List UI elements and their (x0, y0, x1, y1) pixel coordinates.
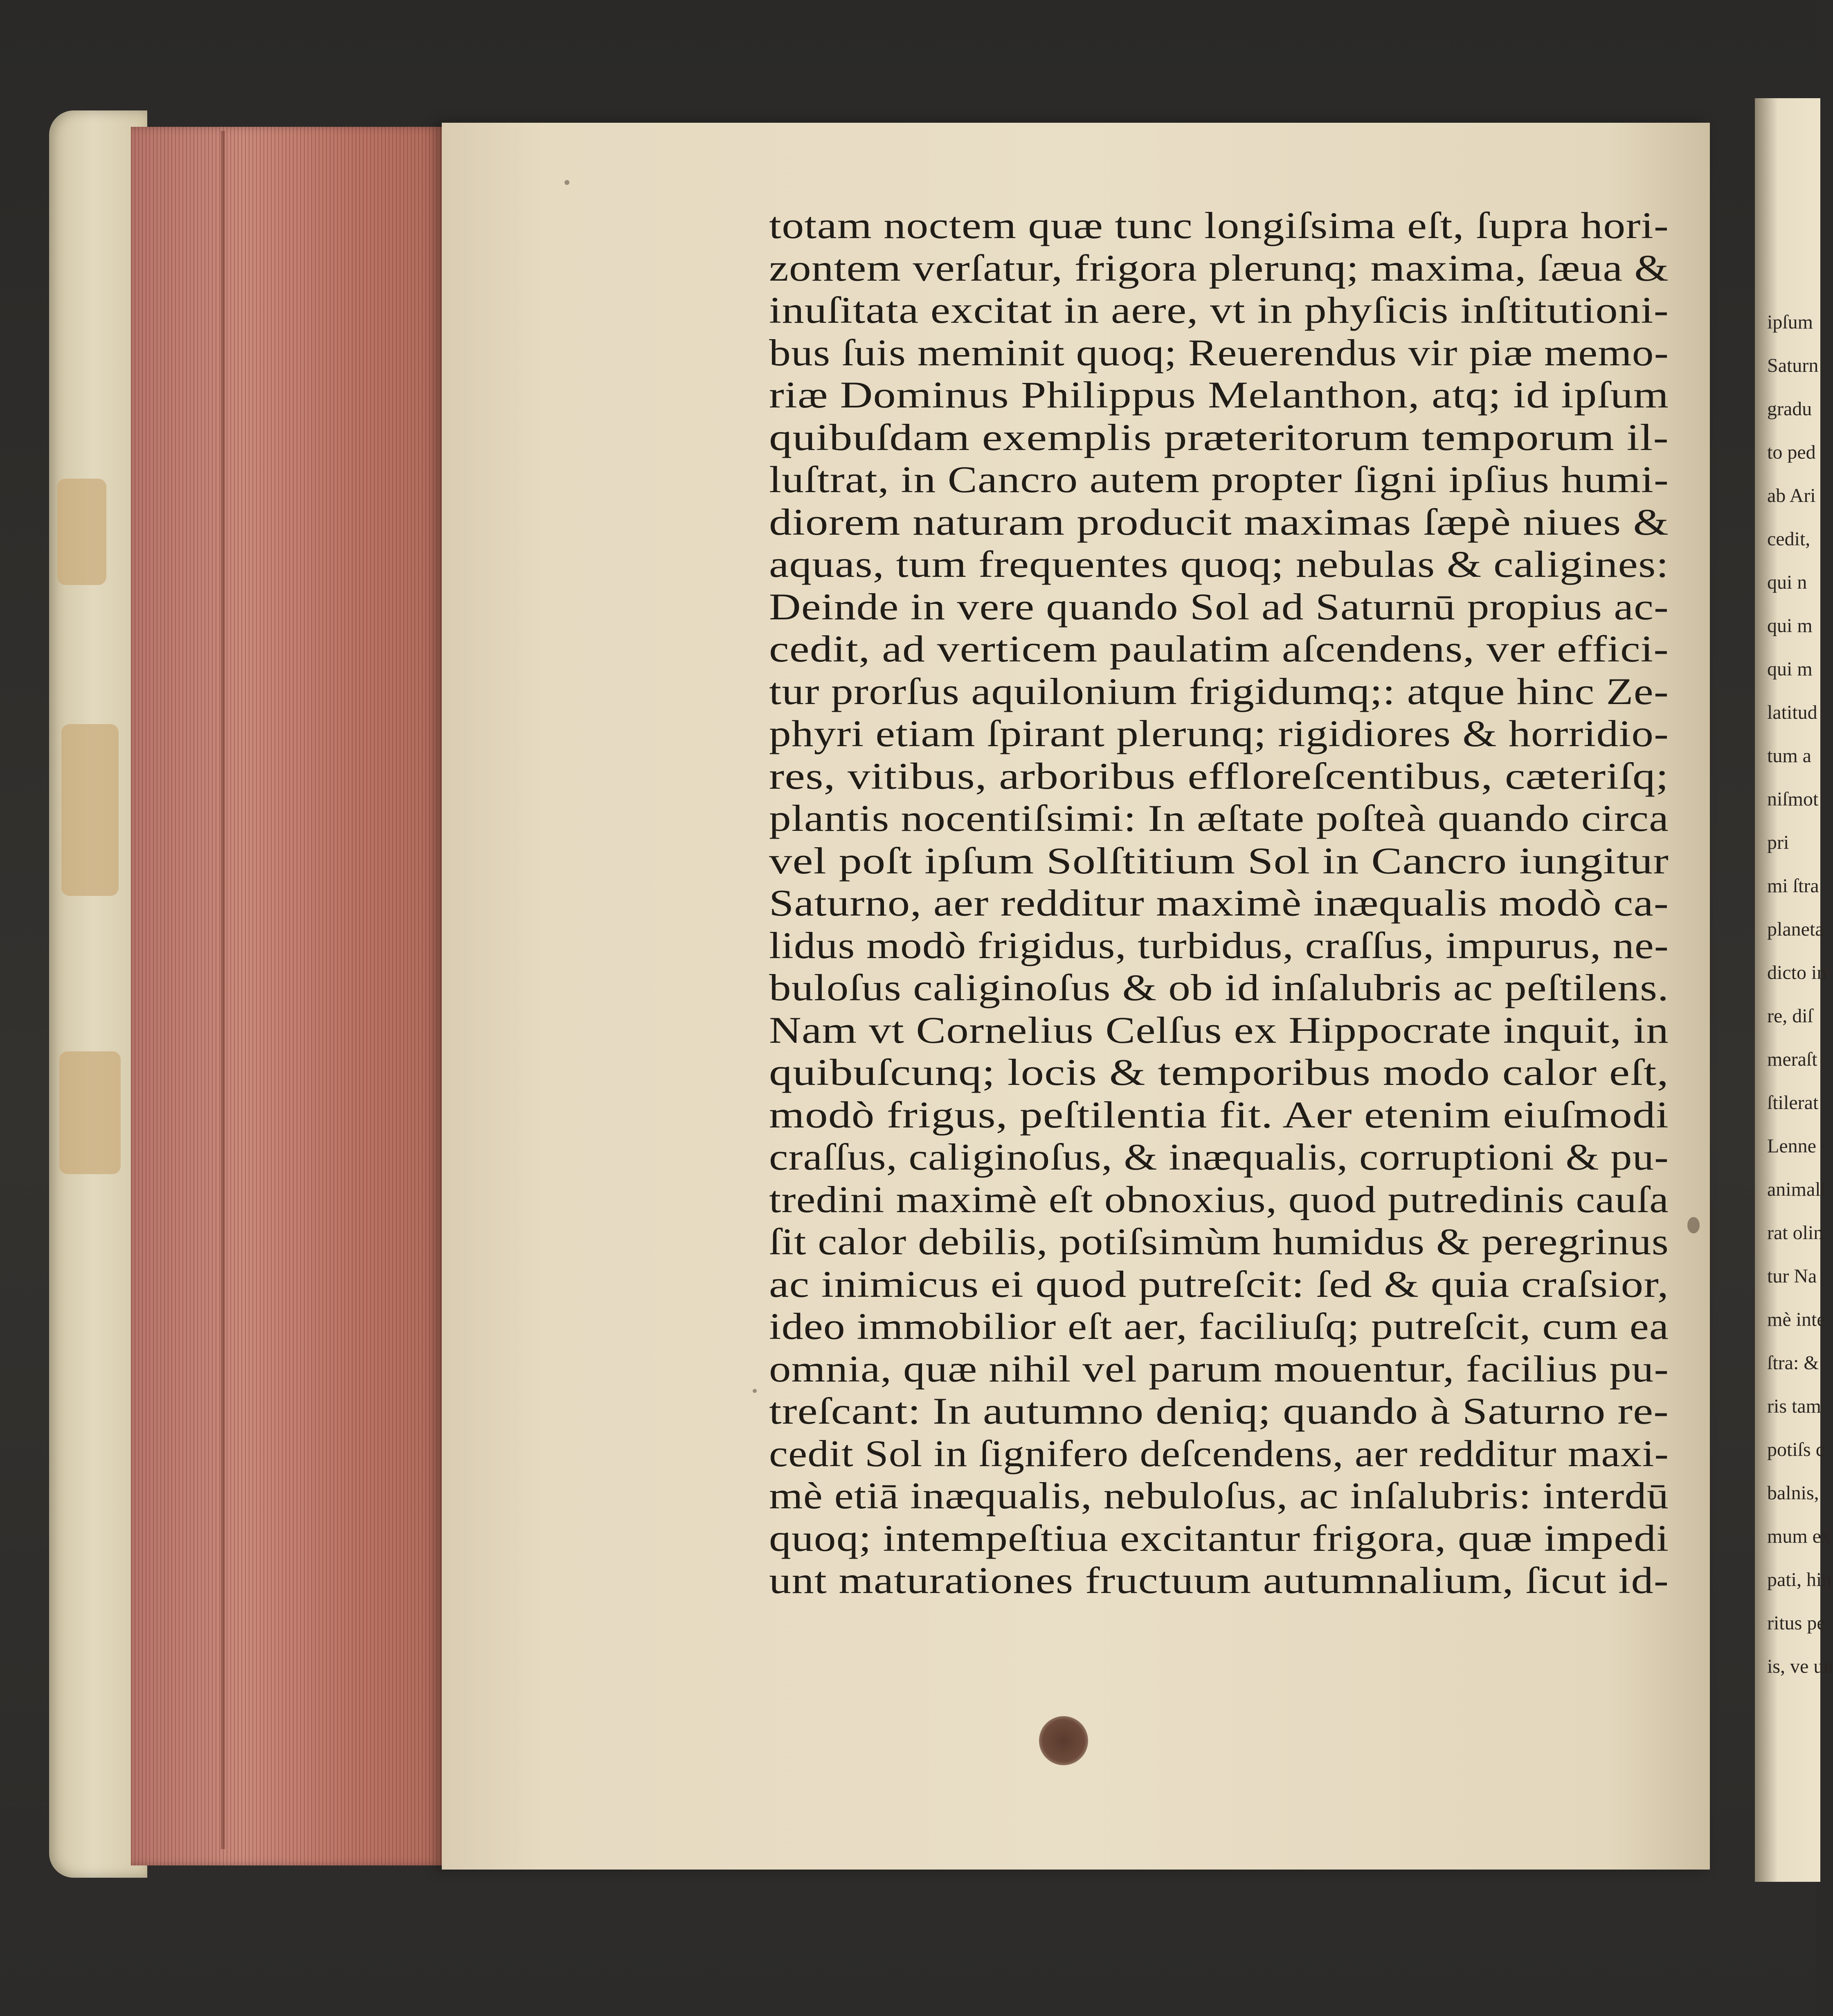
next-page-text-line: potiſs c (1767, 1439, 1824, 1460)
text-line: modò frigus, peſtilentia fit. Aer etenim eiuſmodi (769, 1094, 1669, 1136)
text-line: ac inimicus ei quod putreſcit: ſed & quia craſsior, (769, 1263, 1669, 1305)
next-page-text-line: ris tam (1767, 1395, 1821, 1417)
next-page-text-line: qui n (1767, 572, 1807, 593)
next-page-text-line: tur Na (1767, 1265, 1817, 1287)
next-page-text-line: Saturn (1767, 355, 1819, 376)
text-line: treſcant: In autumno deniq; quando à Saturno re- (769, 1390, 1669, 1432)
text-line: cedit, ad verticem paulatim aſcendens, ver effici- (769, 628, 1669, 670)
text-line: omnia, quæ nihil vel parum mouentur, facilius pu- (769, 1348, 1669, 1390)
text-line: phyri etiam ſpirant plerunq; rigidiores & horridio- (769, 713, 1669, 754)
page-text (769, 205, 1669, 1602)
cover-wear-patch (61, 724, 119, 896)
text-line: bus ſuis meminit quoq; Reuerendus vir piæ memo- (769, 331, 1669, 374)
text-line: buloſus caliginoſus & ob id inſalubris ac peſtilens. (769, 967, 1669, 1008)
text-line: diorem naturam producit maximas ſæpè niues & (769, 501, 1669, 543)
text-line: tredini maximè eſt obnoxius, quod putredinis cauſa (769, 1178, 1669, 1220)
text-line: zontem verſatur, frigora plerunq; maxima, ſæua & (769, 247, 1669, 289)
text-line: plantis nocentiſsimi: In æſtate poſteà quando circa (769, 797, 1669, 839)
ink-stain (1039, 1716, 1088, 1765)
speck (753, 1389, 757, 1393)
next-page-text-line: ſtra: & (1767, 1352, 1819, 1374)
text-line: cedit Sol in ſignifero deſcendens, aer redditur maxi- (769, 1432, 1669, 1474)
page-edge-divider (221, 131, 225, 1849)
next-page-text-line: pati, hin (1767, 1569, 1832, 1591)
right-page-edge (1755, 98, 1833, 1882)
next-page-text-line: is, ve un (1767, 1656, 1833, 1677)
text-line: quibuſcunq; locis & temporibus modo calor eſt, (769, 1051, 1669, 1093)
next-page-text-line: mum ex (1767, 1526, 1831, 1547)
next-page-text-line: Lenne (1767, 1135, 1816, 1157)
next-page-text-line: ipſum (1767, 311, 1813, 333)
next-page-text-line: ritus pe (1767, 1612, 1826, 1634)
next-page-text-line: mè inte (1767, 1309, 1826, 1330)
speck (565, 180, 569, 185)
next-page-text-line: pri (1767, 832, 1789, 853)
next-page-text-line: ab Ari (1767, 485, 1816, 506)
cover-wear-patch (57, 479, 106, 585)
text-line: res, vitibus, arboribus effloreſcentibus, cæteriſq; (769, 755, 1669, 797)
next-page-text-line: meraſt (1767, 1048, 1817, 1070)
speck (1687, 1217, 1700, 1233)
text-line: lidus modò frigidus, turbidus, craſſus, impurus, ne- (769, 924, 1669, 966)
text-line: inuſitata excitat in aere, vt in phyſicis inſtitutioni- (769, 289, 1669, 331)
next-page-text-line: re, diſ (1767, 1005, 1813, 1027)
next-page-text-line: niſmot (1767, 788, 1819, 810)
next-page-text-line: qui m (1767, 658, 1813, 680)
text-line: mè etiā inæqualis, nebuloſus, ac inſalubris: interdū (769, 1475, 1669, 1516)
text-line: vel poſt ipſum Solſtitium Sol in Cancro iungitur (769, 839, 1669, 882)
next-page-text-line: tum a (1767, 745, 1811, 767)
text-line: totam noctem quæ tunc longiſsima eſt, ſupra hori- (769, 205, 1669, 246)
text-line: craſſus, caliginoſus, & inæqualis, corruptioni & pu- (769, 1136, 1669, 1178)
next-page-text-line: gradu (1767, 398, 1812, 420)
next-page-text-line: mi ſtra (1767, 875, 1819, 897)
next-page-text-line: ſtilerat (1767, 1092, 1819, 1114)
next-page-text-line: rat olin (1767, 1222, 1824, 1244)
text-line: luſtrat, in Cancro autem propter ſigni ipſius humi- (769, 459, 1669, 500)
text-line: quibuſdam exemplis præteritorum temporum il- (769, 416, 1669, 458)
next-page-text-line: balnis, (1767, 1482, 1819, 1504)
next-page-text-line: animali (1767, 1179, 1826, 1200)
text-line: unt maturationes fructuum autumnalium, ſicut id- (769, 1559, 1669, 1601)
text-line: ſit calor debilis, potiſsimùm humidus & peregrinus (769, 1221, 1669, 1262)
text-line: ideo immobilior eſt aer, faciliuſq; putreſcit, cum ea (769, 1305, 1669, 1347)
text-line: Saturno, aer redditur maximè inæqualis modò ca- (769, 882, 1669, 924)
next-page-text-line: to ped (1767, 441, 1816, 463)
text-line: Nam vt Cornelius Celſus ex Hippocrate inquit, in (769, 1009, 1669, 1051)
next-page-text-line: latitud (1767, 702, 1817, 723)
next-page-text-line: cedit, (1767, 528, 1811, 550)
text-line: Deinde in vere quando Sol ad Saturnū propius ac- (769, 585, 1669, 628)
text-line: tur prorſus aquilonium frigidumq;: atque hinc Ze- (769, 670, 1669, 712)
text-line: riæ Dominus Philippus Melanthon, atq; id ipſum (769, 374, 1669, 416)
next-page-text-line: dicto in (1767, 962, 1827, 983)
text-line: quoq; intempeſtiua excitantur frigora, quæ impedi (769, 1517, 1669, 1559)
cover-wear-patch (59, 1051, 121, 1174)
next-page-text-line: qui m (1767, 615, 1813, 637)
text-line: aquas, tum frequentes quoq; nebulas & caligines: (769, 543, 1669, 585)
next-page-text-line: planeta (1767, 918, 1824, 940)
